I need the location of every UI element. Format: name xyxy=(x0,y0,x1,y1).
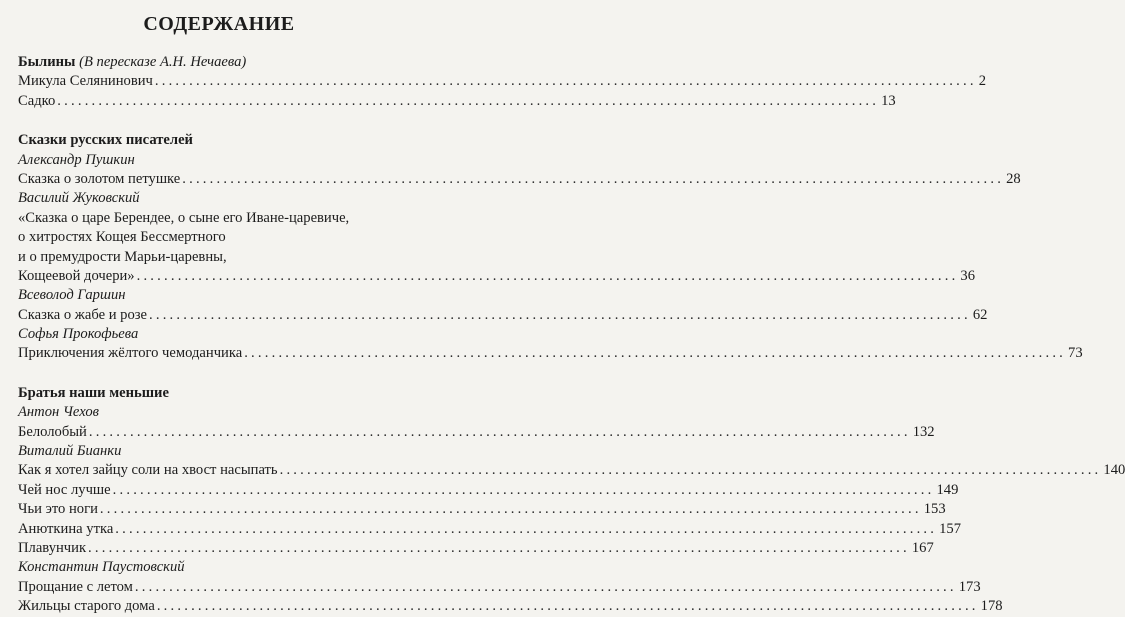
dot-leader: ........................................................................................................................ xyxy=(57,92,880,109)
table-of-contents xyxy=(18,53,1125,617)
toc-entry[interactable] xyxy=(18,597,1003,616)
author-name: Василий Жуковский xyxy=(18,190,140,207)
author-name: Виталий Бианки xyxy=(18,443,122,460)
toc-entry[interactable] xyxy=(18,578,981,597)
section-note: (В пересказе А.Н. Нечаева) xyxy=(79,54,247,70)
page-number: 157 xyxy=(939,520,961,537)
page-number: 73 xyxy=(1068,345,1083,362)
entry-title: Приключения жёлтого чемоданчика xyxy=(18,345,243,362)
dot-leader: ........................................................................................................................ xyxy=(134,578,957,595)
page-number: 149 xyxy=(936,481,959,498)
dot-leader: ........................................................................................................................ xyxy=(182,170,1005,187)
entry-title: Чьи это ноги xyxy=(18,501,98,518)
dot-leader: ........................................................................................................................ xyxy=(156,598,979,615)
dot-leader: ........................................................................................................................ xyxy=(154,73,977,90)
page-number: 178 xyxy=(980,598,1003,615)
toc-entry[interactable] xyxy=(18,92,896,111)
page-number: 36 xyxy=(960,267,976,284)
page-number: 173 xyxy=(958,578,981,595)
entry-title: Белолобый xyxy=(18,423,87,440)
page-number: 153 xyxy=(923,501,946,518)
author-name: Антон Чехов xyxy=(18,404,99,421)
dot-leader: ........................................................................................................................ xyxy=(88,539,910,556)
entry-title: Кощеевой дочери» xyxy=(18,267,135,284)
page-number: 167 xyxy=(911,539,934,556)
entry-title: Прощание с летом xyxy=(18,578,133,595)
author-name: Александр Пушкин xyxy=(18,151,135,168)
entry-title: Как я хотел зайцу соли на хвост насыпать xyxy=(18,462,278,479)
dot-leader: ........................................................................................................................ xyxy=(149,306,971,323)
dot-leader: ........................................................................................................................ xyxy=(99,501,922,518)
entry-title-line: и о премудрости Марьи-царевны, xyxy=(18,248,227,265)
entry-title: Микула Селянинович xyxy=(18,73,153,90)
author-name: Софья Прокофьева xyxy=(18,326,139,343)
section-title: Былины xyxy=(18,54,76,70)
toc-entry[interactable] xyxy=(18,539,934,558)
entry-title: Сказка о золотом петушке xyxy=(18,170,181,187)
toc-entry[interactable] xyxy=(18,423,935,442)
toc-entry[interactable] xyxy=(18,481,959,500)
toc-entry[interactable] xyxy=(18,267,976,286)
section-heading-bratya: Братья наши меньшие xyxy=(18,384,169,401)
toc-entry[interactable] xyxy=(18,306,988,325)
toc-entry[interactable] xyxy=(18,170,1021,189)
dot-leader: ........................................................................................................................ xyxy=(279,462,1102,479)
dot-leader: ........................................................................................................................ xyxy=(136,267,959,284)
toc-entry[interactable] xyxy=(18,500,946,519)
toc-entry[interactable] xyxy=(18,72,986,91)
entry-title: Жильцы старого дома xyxy=(18,598,155,615)
page-number: 140 xyxy=(1103,462,1125,479)
section-heading-byliny xyxy=(18,53,420,72)
dot-leader: ........................................................................................................................ xyxy=(115,520,938,537)
entry-title: Плавунчик xyxy=(18,539,87,556)
dot-leader: ........................................................................................................................ xyxy=(88,423,911,440)
toc-entry[interactable] xyxy=(18,520,961,539)
toc-entry[interactable] xyxy=(18,344,1083,363)
dot-leader: ........................................................................................................................ xyxy=(112,481,935,498)
contents-title: СОДЕРЖАНИЕ xyxy=(143,13,295,35)
page-number: 28 xyxy=(1006,170,1021,187)
section-heading-skazki: Сказки русских писателей xyxy=(18,132,193,149)
page-number: 62 xyxy=(972,306,988,323)
entry-title-line: «Сказка о царе Берендее, о сыне его Иване-царевиче, xyxy=(18,209,350,226)
entry-title: Анюткина утка xyxy=(18,520,114,537)
entry-title: Сказка о жабе и розе xyxy=(18,306,147,323)
author-name: Всеволод Гаршин xyxy=(18,287,126,304)
entry-title-line: о хитростях Кощея Бессмертного xyxy=(18,229,226,246)
page-number: 13 xyxy=(881,92,896,109)
author-name: Константин Паустовский xyxy=(18,559,185,576)
dot-leader: ........................................................................................................................ xyxy=(244,345,1067,362)
toc-entry[interactable] xyxy=(18,461,1125,480)
page-number: 132 xyxy=(912,423,935,440)
entry-title: Садко xyxy=(18,92,56,109)
entry-title: Чей нос лучше xyxy=(18,481,111,498)
page-number: 2 xyxy=(978,73,986,90)
